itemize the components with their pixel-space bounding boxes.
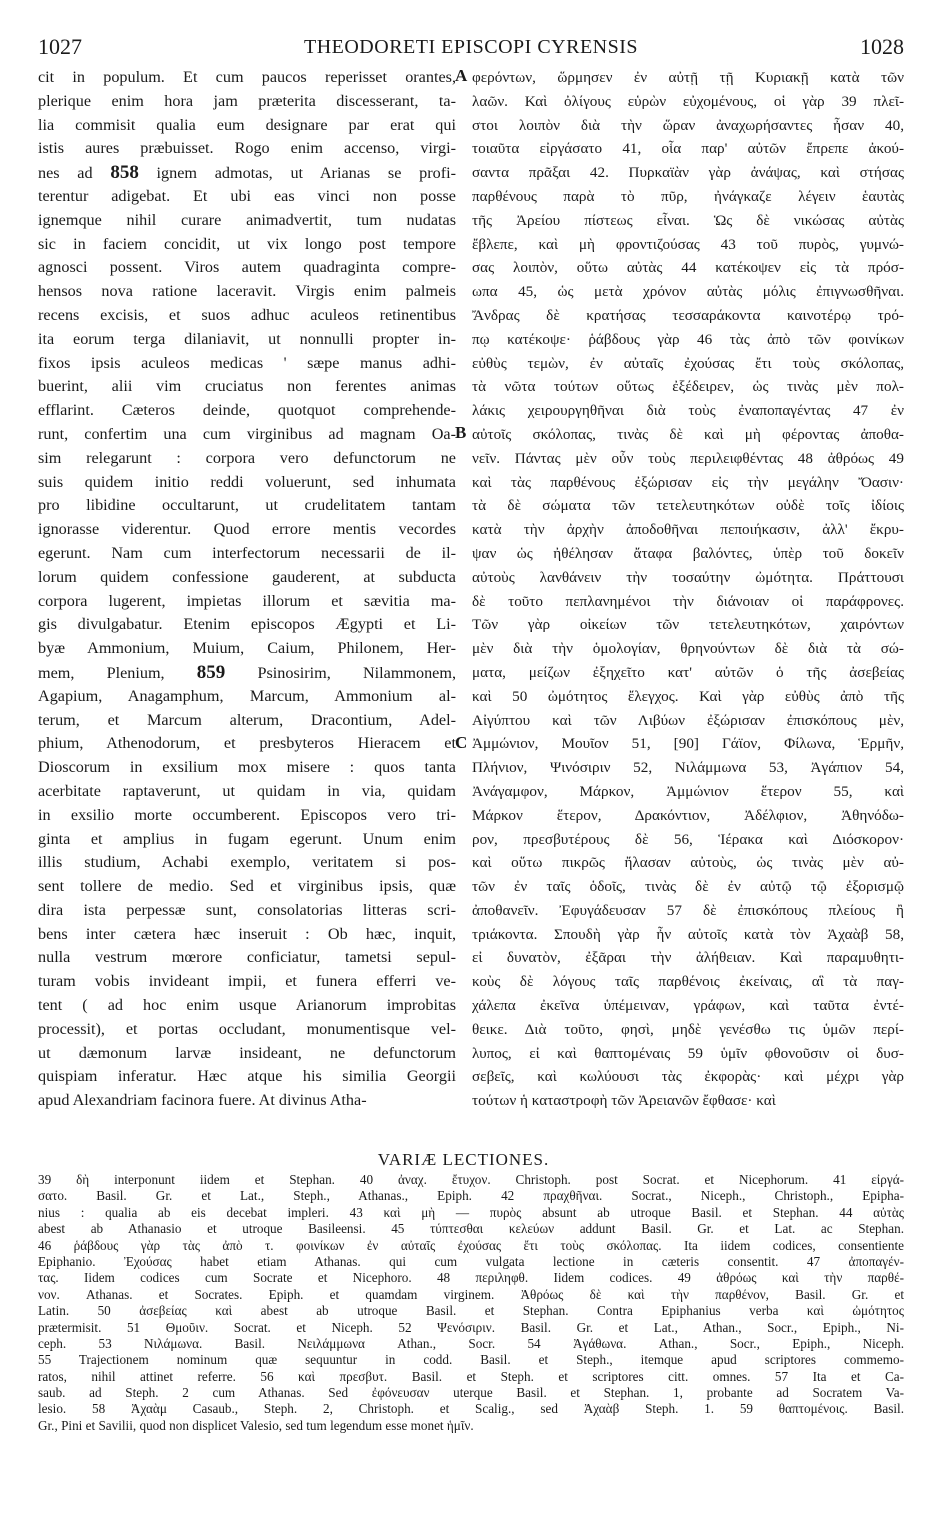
latin-text-line: sim relegarunt : corpora vero defunctorum ne [38,448,456,467]
greek-text-line: Πλήνιον, Ψινόσιριν 52, Νιλάμμωνα 53, Ἀγάπιον 54, [472,759,904,777]
greek-text-line: Αἰγύπτου καὶ τῶν Λιβύων ἐξώρισαν ἐπισκόπους μὲν, [472,711,904,729]
latin-text-line: suis quidem initio reddi voluerunt, sed inhumata [38,472,456,491]
greek-text-line: φερόντων, ὥρμησεν ἐν αὐτῇ τῇ Κυριακῇ κατὰ τῶν [472,69,904,86]
latin-text-line: cit in populum. Et cum paucos reperisset orantes, [38,68,456,86]
greek-text-line: τὰ δὲ σώματα τῶν τετελευτηκότων οὐδὲ τοῖς ἰδίοις [472,497,904,515]
greek-text-line: Τῶν γὰρ οἰκείων τῶν τετελευτηκότων, χαιρόντων [472,616,904,634]
note-line: ratos, nihil attinet referre. 56 καὶ πρεσβυτ. Basil. et Steph. et scriptores citt. omnes. 57 Ita et Ca- [38,1368,904,1384]
note-line: Gr., Pini et Savilii, quod non displicet Valesio, sed tum legendum esse monet ἡμῖν. [38,1417,474,1433]
latin-text-line: fixos ipsis aculeos medicas ' sæpe manus adhi- [38,353,456,372]
greek-text-line: λάκις χειρουργηθῆναι διὰ τοὺς ἐναποπαγέντας 47 ἐν [472,402,904,420]
greek-column [472,66,904,1113]
column-number-insert: 859 [196,661,226,683]
latin-text-line: apud Alexandriam facinora fuere. At divinus Atha- [38,1091,367,1110]
latin-text-line: quispiam inferatur. Hæc atque his similia Georgii [38,1067,456,1086]
greek-text-line: Μάρκον ἕτερον, Δρακόντιον, Ἀδέλφιον, Ἀθηνόδω- [472,806,904,824]
latin-text-line: nes ad 858 ignem admotas, ut Arianas se profi- [38,162,456,184]
latin-text-line: lia commisit qualia eum designare par erat qui [38,115,456,134]
latin-text-line: byæ Ammonium, Muium, Caium, Philonem, Her- [38,639,456,658]
greek-text-line: τὰ νῶτα τούτων οὕτως ἐξέδειρεν, ὡς τινὰς μὲν πολ- [472,378,904,396]
latin-text-line: efflarint. Cæteros deinde, quotquot comprehende- [38,401,456,420]
section-marker-a: A [455,66,468,85]
note-line: ceph. 53 Νιλάμωνα. Basil. Νειλάμμωνα Athan., Socr. 54 Ἀγάθωνα. Athan., Socr., Epiph., Niceph. [38,1335,904,1351]
section-marker-c: C [455,733,468,752]
greek-text-line: στοι λοιπὸν διὰ τὴν ὥραν ἀναχωρήσαντες ἦσαν 40, [472,116,904,134]
latin-text-line: mem, Plenium, 859 Psinosirim, Nilammonem, [38,661,456,683]
greek-text-line: αὐτοὺς λανθάνειν τὴν τοσαύτην ὠμότητα. Πράττουσι [472,568,904,586]
greek-text-line: αὐτοῖς σκόλοπας, τινὰς δὲ καὶ μὴ φέροντας ἀποθα- [472,425,904,443]
note-line: Epiphanio. Ἐχούσας habet etiam Athanas. qui cum vulgata lectione in cæteris consentit. 47 ἀποπαγέν- [38,1253,904,1269]
latin-text-line: ita eorum terga dilaniavit, ut nonnulli propter in- [38,329,456,348]
greek-text-line: σεβεῖς, καὶ κωλύουσι τὰς ἐκφορὰς· καὶ μέχρι γὰρ [472,1068,904,1086]
latin-text-line: pro libidine occultarunt, ut crudelitatem tantam [38,496,456,515]
latin-text-line: runt, confertim una cum virginibus ad magnam Oa- [38,424,456,443]
latin-text-line: Dioscorum in exsilium mox misere : quos tanta [38,758,456,777]
greek-text-line: λυπος, εἰ καὶ θαπτομέναις 59 ὑμῖν φθονοῦσιν οἱ δυσ- [472,1044,904,1062]
greek-text-line: ψαν ὡς ἠθέλησαν ἄταφα βαλόντες, ὑπὲρ τοῦ δοκεῖν [472,544,904,562]
greek-text-line: ἔβλεπε, καὶ μὴ φροντιζούσας 43 τοῦ πυρὸς, γυμνώ- [472,235,904,253]
note-line: 39 δὴ interponunt iidem et Stephan. 40 ἀναχ. ἔτυχον. Christoph. post Socrat. et Nicephorum. 41 εἰργά- [38,1172,904,1187]
latin-text-line: gis divulgabatur. Etenim episcopos Ægypti et Li- [38,615,456,634]
latin-text-line: egerunt. Nam cum interfectorum necessarii de il- [38,543,456,562]
greek-text-line: παρθένους παρὰ τὸ πῦρ, ἠνάγκαζε λέγειν ἑαυτὰς [472,187,904,205]
greek-text-line: τῶν ἐν ταῖς ὁδοῖς, τινὰς δὲ ἐν αὐτῷ τῷ ἐξορισμῷ [472,878,904,896]
greek-text-line: μὲν διὰ τὴν ὁμολογίαν, θρηνούντων δὲ διὰ τὰ σώ- [472,640,904,658]
note-line: prætermisit. 51 Θμοῦιν. Socrat. et Niceph. 52 Ψενόσιριν. Basil. Gr. et Lat., Athan., Socr., Epiph., Ni- [38,1319,904,1335]
latin-text-line: tent ( ad hoc enim usque Arianorum improbitas [38,996,456,1015]
latin-text-line: illis studium, Achabi exemplo, veritatem si pos- [38,853,456,872]
latin-text-line: dira ista perpessæ sunt, consolatorias litteras scri- [38,900,456,919]
page-header [38,34,904,64]
latin-text-line: corpora lugerent, impietas illorum et sævitia ma- [38,591,456,610]
latin-text-line: recens excisis, et suos adhuc aculeos retinentibus [38,305,456,324]
latin-text-line: lorum quidem confessione gauderent, at subducta [38,567,456,586]
greek-text-line: ωπα 45, ὡς μετὰ χρόνον αὐτὰς μόλις ἐπιγνωσθῆναι. [472,283,904,301]
greek-text-line: καὶ οὕτω πικρῶς ἤλασαν αὐτοὺς, ὡς τινὰς μὲν αὐ- [472,854,904,872]
latin-text-line: buerint, alii vim cruciatus non ferentes animas [38,377,456,396]
latin-text-line: processit), et portas occludant, monumentisque vel- [38,1019,456,1038]
greek-text-line: ρον, πρεσβυτέρους δὲ 56, Ἱέρακα καὶ Διόσκορον· [472,830,904,848]
note-line: σατο. Basil. Gr. et Lat., Steph., Athanas., Epiph. 42 πραχθῆναι. Socrat., Niceph., Christoph., Epipha- [38,1188,904,1204]
latin-text-line: ut dæmonum larvæ insideant, ne defunctorum [38,1043,456,1062]
latin-text-line: sic in faciem concidit, ut vix longo post tempore [38,234,456,253]
page-number-right: 1028 [860,34,904,59]
greek-text-line: κοὺς δὲ λόγους ταῖς παρθένοις ἐκείναις, αἳ τὰ παγ- [472,973,904,991]
greek-text-line: καὶ τὰς παρθένους ἐξώρισαν εἰς τὴν μεγάλην Ὄασιν· [472,473,904,491]
greek-text-line: Ἀνάγαμφον, Μάρκον, Ἀμμώνιον ἕτερον 55, καὶ [472,782,904,800]
note-line: τας. Iidem codices cum Socrate et Nicephoro. 48 περιληφθ. Iidem codices. 49 ἀθρόως καὶ τὴν παρθέ- [38,1270,904,1286]
greek-text-line: λαῶν. Καὶ ὀλίγους εὑρὼν εὐχομένους, οἱ γὰρ 39 πλεῖ- [472,92,904,110]
section-marker-b: B [455,423,467,442]
greek-text-line: κατὰ τὴν ἀρχὴν ἀποδοθῆναι πεποιήκασιν, ἀλλ' ἔκρυ- [472,521,904,539]
latin-text-line: phium, Athenodorum, et presbyteros Hieracem et [38,734,456,753]
note-line: 55 Trajectionem nominum quæ sequuntur in codd. Basil. et Steph., itemque apud scriptores commemo- [38,1352,904,1368]
latin-text-line: plerique enim hora jam præterita discesserant, ta- [38,91,456,110]
latin-column [38,66,456,1113]
greek-text-line: ἀποθανεῖν. Ἐφυγάδευσαν 57 δὲ ἐπισκόπους πλείους ἢ [472,901,904,919]
greek-text-line: σας λοιπὸν, οὕτω αὐτὰς 44 κατέκοψεν εἰς τὰ πρόσ- [472,259,904,277]
greek-text-line: εἰ δυνατὸν, ἐξᾶραι τὴν ἀλήθειαν. Καὶ παραμυθητι- [472,949,904,967]
greek-text-line: πῳ κατέκοψε· ῥάβδους γὰρ 46 τὰς ἀπὸ τῶν φοινίκων [472,330,904,348]
page-number-left: 1027 [38,34,82,59]
latin-text-line: sent tollere de medio. Sed et virginibus ipsis, quæ [38,877,456,896]
note-line: 46 ῥάβδους γὰρ τὰς ἀπὸ τ. φοινίκων ἐν αὐταῖς ἐχούσας ἔτι τοὺς σκόλοπας. Ita iidem codices, consentiente [38,1237,904,1253]
greek-text-line: τοιαῦτα εἰργάσατο 41, οἷα παρ' αὐτῶν ἔπρεπε ἀκού- [472,140,904,158]
latin-text-line: hensos nova ratione laceravit. Virgis enim palmeis [38,282,456,301]
note-line: lesio. 58 Ἀχαὰμ Casaub., Steph. 2, Christoph. et Scalig., sed Ἀχαὰβ Steph. 1. 59 θαπτομένοις. Basil. [38,1401,904,1417]
latin-text-line: ignemque nihil curare animadvertit, tum nudatas [38,210,456,229]
latin-text-line: turam vobis invideant impii, et funera efferri ve- [38,972,456,991]
latin-text-line: terum, et Marcum alterum, Dracontium, Adel- [38,710,456,729]
latin-text-line: nulla vestrum mœrore conficiatur, tametsi sepul- [38,948,456,967]
greek-text-line: τούτων ἡ καταστροφὴ τῶν Ἀρειανῶν ἔφθασε· καὶ [472,1092,776,1110]
greek-text-line: χάλεπα ἐκεῖνα ὑπέμειναν, γράφων, καὶ ταῦτα ἐντέ- [472,997,904,1015]
greek-text-line: θεικε. Διὰ τοῦτο, φησὶ, μηδὲ γενέσθω τις ὑμῶν περί- [472,1020,904,1038]
greek-text-line: Ἀμμώνιον, Μουῖον 51, [90] Γάϊον, Φίλωνα, Ἑρμῆν, [472,735,904,753]
note-line: saub. ad Steph. 2 cum Athanas. Sed ἐφόνευσαν uterque Basil. et Stephan. 1, probante ad Socratem Va- [38,1385,904,1401]
note-line: νον. Athanas. et Socrates. Epiph. et quamdam virginem. Ἀθρόως δὲ καὶ τὴν παρθένον, Basil. Gr. et [38,1286,904,1302]
column-number-insert: 858 [110,162,139,184]
greek-text-line: ματα, μείζων ἐξηχεῖτο κατ' αὐτῶν ὁ τῆς ἀσεβείας [472,663,904,681]
variae-lectiones-heading: VARIÆ LECTIONES. [377,1150,550,1169]
greek-text-line: καὶ 50 ὠμότητος ἔλεγχος. Καὶ γὰρ εὐθὺς ἀπὸ τῆς [472,687,904,705]
greek-text-line: σαντα πρᾶξαι 42. Πυρκαϊὰν γὰρ ἀνάψας, καὶ στήσας [472,164,904,182]
variant-readings-notes [38,1172,904,1434]
greek-text-line: τριάκοντα. Σπουδὴ γὰρ ἦν αὐτοῖς κατὰ τὸν Ἀχαὰβ 58, [472,925,904,943]
greek-text-line: τῆς Ἀρείου πίστεως εἶναι. Ὡς δὲ νικώσας αὐτὰς [472,211,904,229]
latin-text-line: istis aures præbuisset. Rogo enim accenso, virgi- [38,139,456,158]
note-line: abest ab Athanasio et utroque Basileensi. 45 τύπτεσθαι κελεύων addunt Basil. Gr. et Lat. ac Stephan. [38,1221,904,1237]
greek-text-line: Ἄνδρας δὲ κρατήσας τεσσαράκοντα καινοτέρῳ τρό- [472,306,904,324]
greek-text-line: δὲ τοῦτο πεπλανημένοι τὴν διάνοιαν οἱ παράφρονες. [472,592,904,610]
latin-text-line: agnosci possent. Viros autem quadraginta compre- [38,258,456,277]
latin-text-line: terentur adigebat. Et ubi eas vinci non posse [38,186,456,205]
greek-text-line: νεῖν. Πάντας μὲν οὖν τοὺς περιλειφθέντας 48 ἀθρόως 49 [472,449,904,467]
note-line: nius : qualia ab eis decebat impleri. 43 καὶ μὴ — πυρὸς absunt ab utroque Basil. et Stephan. 44 αὐτὰς [38,1204,904,1220]
latin-text-line: ignorasse viderentur. Quod errore mentis vecordes [38,520,456,539]
latin-text-line: ginta et amplius in fugam egerunt. Unum enim [38,829,456,848]
latin-text-line: in exsilio morte occumberent. Episcopos vero tri- [38,805,456,824]
latin-text-line: bens inter cætera hæc inseruit : Ob hæc, inquit, [38,924,456,943]
greek-text-line: εὐθὺς τεμὼν, ἐν αὐταῖς ἐχούσας ἔτι τοὺς σκόλοπας, [472,354,904,372]
running-title: THEODORETI EPISCOPI CYRENSIS [303,36,639,58]
note-line: Latin. 50 ἀσεβείας καὶ abest ab utroque Basil. et Stephan. Contra Epiphanius verba καὶ ὠμότητος [38,1303,904,1319]
latin-text-line: Agapium, Anagamphum, Marcum, Ammonium al- [38,686,456,705]
latin-text-line: acerbitate raptaverunt, ut quidam in via, quidam [38,781,456,800]
